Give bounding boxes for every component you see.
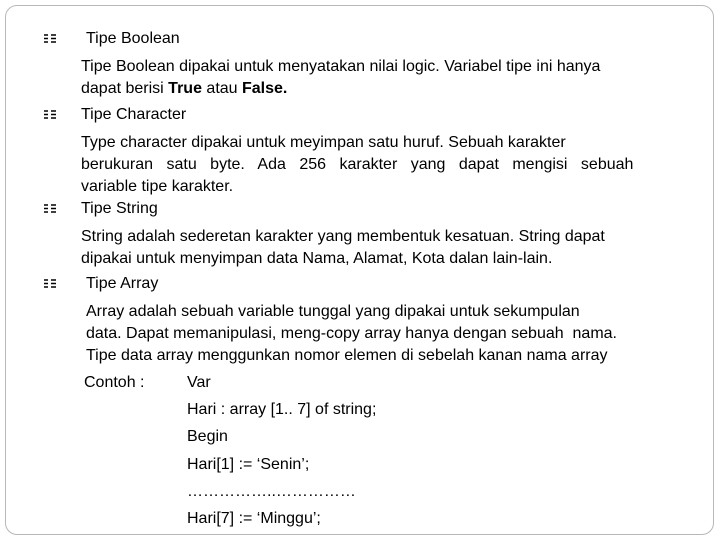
character-desc-line-3: variable tipe karakter. bbox=[81, 178, 234, 195]
code-line-hari-1: Hari[1] := ‘Senin’; bbox=[187, 456, 310, 473]
code-line-declaration: Hari : array [1.. 7] of string; bbox=[187, 401, 377, 418]
heading-tipe-string: Tipe String bbox=[81, 200, 158, 217]
array-desc-line-3: Tipe data array menggunkan nomor elemen di sebelah kanan nama array bbox=[86, 347, 608, 364]
array-desc-line-1: Array adalah sebuah variable tunggal yang dipakai untuk sekumpulan bbox=[86, 303, 580, 320]
code-line-var: Var bbox=[187, 374, 211, 391]
string-desc-line-2: dipakai untuk menyimpan data Nama, Alamat, Kota dalan lain-lain. bbox=[81, 250, 553, 267]
boolean-false-keyword: False. bbox=[242, 80, 288, 97]
bullet-icon bbox=[43, 33, 57, 44]
boolean-true-keyword: True bbox=[168, 80, 202, 97]
boolean-desc-text: dapat berisi bbox=[81, 80, 169, 97]
heading-tipe-character: Tipe Character bbox=[81, 106, 187, 123]
bullet-icon bbox=[43, 109, 57, 120]
bullet-icon bbox=[43, 278, 57, 289]
array-desc-line-2: data. Dapat memanipulasi, meng-copy array hanya dengan sebuah nama. bbox=[86, 325, 617, 342]
code-line-hari-7: Hari[7] := ‘Minggu’; bbox=[187, 510, 321, 527]
boolean-desc-text: atau bbox=[201, 80, 242, 97]
boolean-desc-line-2 bbox=[81, 79, 287, 99]
string-desc-line-1: String adalah sederetan karakter yang membentuk kesatuan. String dapat bbox=[81, 228, 605, 245]
code-line-begin: Begin bbox=[187, 428, 228, 445]
character-desc-line-1: Type character dipakai untuk meyimpan satu huruf. Sebuah karakter bbox=[81, 134, 566, 151]
code-line-ellipsis: ……………..…………… bbox=[187, 483, 356, 500]
example-label: Contoh : bbox=[84, 374, 145, 391]
character-desc-text: berukuran satu byte. Ada 256 karakter yang dapat mengisi sebuah bbox=[81, 156, 634, 173]
bullet-icon bbox=[43, 203, 57, 214]
heading-tipe-boolean: Tipe Boolean bbox=[86, 30, 180, 47]
boolean-desc-line-1: Tipe Boolean dipakai untuk menyatakan nilai logic. Variabel tipe ini hanya bbox=[81, 58, 601, 75]
character-desc-line-2 bbox=[81, 155, 671, 175]
heading-tipe-array: Tipe Array bbox=[86, 275, 159, 292]
